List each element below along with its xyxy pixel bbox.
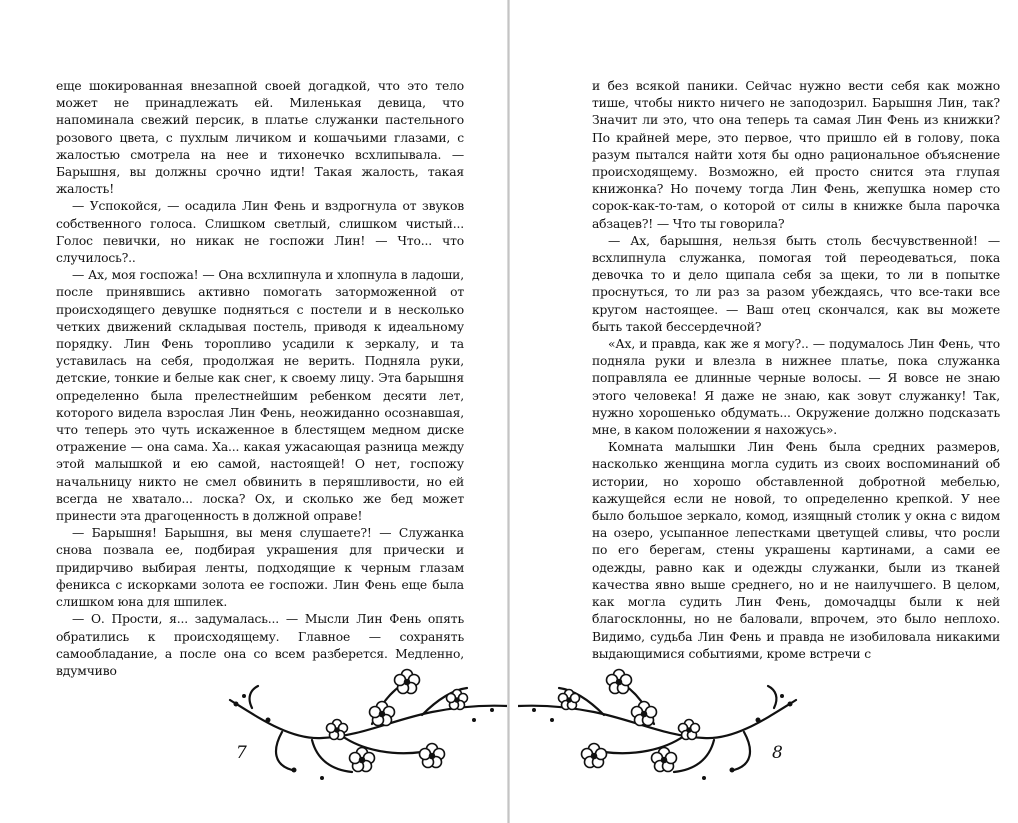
left-page-text [56,78,464,680]
paragraph: — Ах, барышня, нельзя быть столь бесчувственной! — всхлипнула служанка, помогая той переодеваться, пока девочка то и дело щипала себя за щеки, то ли в попытке проснуться, то ли раз за разом убеждаясь, что все-таки все кругом настоящее. — Ваш отец скончался, как вы можете быть такой бессердечной? [592,233,1000,334]
plum-blossom-branch-ornament [222,660,508,810]
right-page [510,0,1018,823]
page-number: 7 [236,743,247,763]
page-number: 8 [772,743,783,763]
paragraph: — Барышня! Барышня, вы меня слушаете?! — Служанка снова позвала ее, подбирая украшения для прически и придирчиво выбирая ленты, подходящие к черным глазам феникса с искорками золота ее госпожи. Лин Фень еще была слишком юна для шпилек. [56,526,464,610]
plum-blossom-branch-ornament [518,660,804,810]
paragraph: «Ах, и правда, как же я могу?.. — подумалось Лин Фень, что поднялa руки и влезла в нижнее платье, пока служанка поправляла ее длинные черные волосы. — Я вовсе не знаю этого человека! Я даже не знаю, как зовут служанку! Так, нужно хорошенько обдумать... Окружение должно подсказать мне, в каком положении я нахожусь». [592,337,1000,438]
paragraph: еще шокированная внезапной своей догадкой, что это тело может не принадлежать ей. Миленькая девица, что напоминала свежий персик, в платье служанки пастельного розового цвета, с пухлым личиком и кошачьими глазами, с жалостью смотрела на нее и тихонечко всхлипывала. — Барышня, вы должны срочно идти! Такая жалость, такая жалость! [56,79,464,197]
paragraph: и без всякой паники. Сейчас нужно вести себя как можно тише, чтобы никто ничего не заподозрил. Барышня Лин, так? Значит ли это, что она теперь та самая Лин Фень из книжки? По крайней мере, это первое, что пришло ей в голову, пока разум пытался найти хотя бы одно рациональное объяснение происходящему. Возможно, ей просто снится эта глупая книжонка? Но почему тогда Лин Фень, жепушка номер сто сорок-как-то-там, о которой от силы в книжке была парочка абзацев?! — Что ты говорила? [592,79,1000,231]
paragraph: — Ах, моя госпожа! — Она всхлипнула и хлопнула в ладоши, после принявшись активно помогать заторможенной от происходящего девушке подняться с постели и в несколько четких движений складывая постель, приводя к идеальному порядку. Лин Фень торопливо усадили к зеркалу, и та уставилась на себя, продолжая не верить. Подняла руки, детские, тонкие и белые как снег, к своему лицу. Эта барышня определенно была прелестнейшим ребенком десяти лет, которого видела взрослая Лин Фень, неожиданно осознавшая, что теперь это чуть искаженное в блестящем медном диске отражение — она сама. Ха... какая ужасающая разница между этой малышкой и ею самой, настоящей! О нет, госпожу начальницу никто не смел обвинить в перяшливости, но ей всегда не хватало... лоска? Ох, и сколько же бед может принести эта драгоценность в должной оправе! [56,268,464,524]
left-page [0,0,508,823]
paragraph: — Успокойся, — осадила Лин Фень и вздрогнула от звуков собственного голоса. Слишком светлый, слишком чистый... Голос певички, но никак не госпожи Лин! — Что... что случилось?.. [56,199,464,266]
paragraph: — О. Прости, я... задумалась... — Мысли Лин Фень опять обратились к происходящему. Главное — сохранять самообладание, а после она со всем разберется. Медленно, вдумчиво [56,612,464,678]
right-page-text [592,78,1000,663]
paragraph: Комната малышки Лин Фень была средних размеров, насколько женщина могла судить из своих воспоминаний об истории, но хорошо обставленной добротной мебелью, кажущейся если не новой, то определенно крепкой. У нее было большое зеркало, комод, изящный столик у окна с видом на озеро, усыпанное лепестками цветущей сливы, что росли по его берегам, стены украшены картинами, а сами ее одежды, равно как и одежды служанки, были из тканей качества явно выше среднего, но и не наилучшего. В целом, как могла судить Лин Фень, домочадцы были к ней благосклонны, но не баловали, впрочем, это было неплохо. Видимо, судьба Лин Фень и правда не изобиловала никакими выдающимися событиями, кроме встречи с [592,440,1000,661]
